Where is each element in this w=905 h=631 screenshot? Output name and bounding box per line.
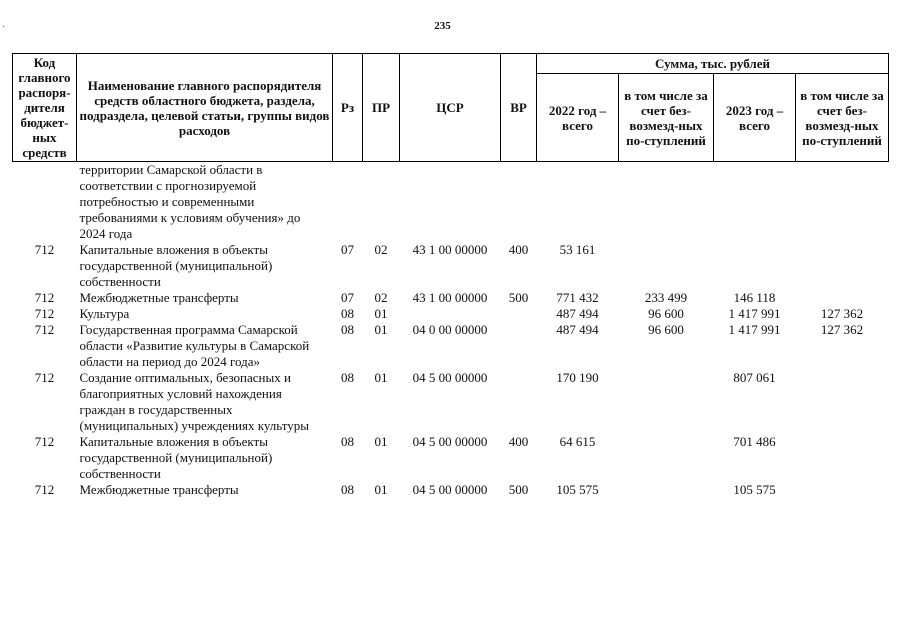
- header-name: Наименование главного распорядителя средств областного бюджета, раздела, подраздела, целевой статьи, группы видов расходов: [77, 54, 333, 162]
- budget-table: [12, 53, 889, 498]
- cell-name: Капитальные вложения в объекты государственной (муниципальной) собственности: [79, 242, 273, 289]
- cell-name: Создание оптимальных, безопасных и благоприятных условий нахождения граждан в государственных (муниципальных) учреждениях культуры: [79, 370, 309, 433]
- cell-2023-gratuitous: [796, 242, 889, 290]
- cell-rz: 07: [341, 290, 354, 305]
- cell-2023-gratuitous: [796, 370, 889, 434]
- cell-rz: 08: [341, 434, 354, 449]
- table-row: [13, 290, 889, 306]
- scan-mark: ·: [2, 22, 6, 33]
- cell-vr: [501, 322, 537, 370]
- cell-vr: 500: [508, 290, 529, 305]
- cell-2022-total: 64 615: [559, 434, 596, 449]
- cell-pr: 01: [374, 370, 388, 385]
- cell-2022-gratuitous: [619, 242, 714, 290]
- cell-2023-total: 807 061: [733, 370, 776, 385]
- cell-name: Государственная программа Самарской области «Развитие культуры в Самарской области на период до 2024 года»: [79, 322, 310, 369]
- cell-2023-gratuitous: [796, 434, 889, 482]
- cell-2022-gratuitous: 96 600: [648, 306, 684, 321]
- cell-csr: 04 5 00 00000: [412, 482, 488, 497]
- cell-2022-gratuitous: 233 499: [644, 290, 688, 305]
- header-pr: ПР: [363, 54, 400, 162]
- table-row: [13, 370, 889, 434]
- cell-csr: 04 5 00 00000: [412, 434, 488, 449]
- cell-pr: 01: [374, 434, 388, 449]
- cell-2023-total: 701 486: [733, 434, 776, 449]
- cell-2023-total: 146 118: [733, 290, 776, 305]
- header-rz: Рз: [333, 54, 363, 162]
- cell-2022-total: 487 494: [556, 322, 599, 337]
- cell-csr: 43 1 00 00000: [412, 290, 488, 305]
- header-2023-gratuitous: в том числе за счет без-возмезд-ных по-ступлений: [796, 74, 889, 162]
- table-row: [13, 482, 889, 498]
- cell-csr: 04 0 00 00000: [412, 322, 488, 337]
- table-row: [13, 162, 889, 243]
- header-2022-total: 2022 год – всего: [537, 74, 619, 162]
- cell-name: Культура: [79, 306, 130, 321]
- cell-2022-total: 53 161: [559, 242, 596, 257]
- cell-2022-total: 170 190: [556, 370, 599, 385]
- cell-pr: 01: [374, 306, 388, 321]
- cell-2023-total: 1 417 991: [728, 322, 781, 337]
- cell-csr: [400, 162, 501, 243]
- cell-vr: [501, 162, 537, 243]
- cell-2022-gratuitous: [619, 482, 714, 498]
- cell-pr: 02: [374, 290, 388, 305]
- cell-code: 712: [34, 306, 55, 321]
- cell-code: 712: [34, 370, 55, 385]
- cell-csr: 04 5 00 00000: [412, 370, 488, 385]
- cell-2022-total: [537, 162, 619, 243]
- header-vr: ВР: [501, 54, 537, 162]
- table-body: [13, 162, 889, 499]
- cell-2022-gratuitous: [619, 434, 714, 482]
- cell-2023-total: [714, 242, 796, 290]
- header-code: Код главного распоря-дителя бюджет-ных средств: [13, 54, 77, 162]
- cell-name: Межбюджетные трансферты: [79, 290, 239, 305]
- cell-pr: 01: [374, 322, 388, 337]
- cell-2023-gratuitous: [796, 162, 889, 243]
- cell-vr: 500: [508, 482, 529, 497]
- cell-2023-gratuitous: [796, 290, 889, 306]
- cell-2023-gratuitous: [796, 482, 889, 498]
- header-csr: ЦСР: [400, 54, 501, 162]
- table-row: [13, 242, 889, 290]
- cell-name: Межбюджетные трансферты: [79, 482, 239, 497]
- table-row: [13, 322, 889, 370]
- table-row: [13, 306, 889, 322]
- cell-2023-total: [714, 162, 796, 243]
- cell-rz: [333, 162, 363, 243]
- page-number: 235: [434, 20, 451, 32]
- cell-csr: [400, 306, 501, 322]
- cell-vr: 400: [508, 242, 529, 257]
- cell-2022-total: 771 432: [556, 290, 599, 305]
- cell-pr: 02: [374, 242, 388, 257]
- cell-rz: 08: [341, 306, 354, 321]
- cell-vr: [501, 370, 537, 434]
- cell-vr: [501, 306, 537, 322]
- cell-vr: 400: [508, 434, 529, 449]
- cell-csr: 43 1 00 00000: [412, 242, 488, 257]
- cell-2023-total: 1 417 991: [728, 306, 781, 321]
- cell-2022-total: 105 575: [556, 482, 599, 497]
- cell-2023-total: 105 575: [733, 482, 776, 497]
- cell-name: Капитальные вложения в объекты государственной (муниципальной) собственности: [79, 434, 273, 481]
- table-row: [13, 434, 889, 482]
- cell-code: 712: [34, 290, 55, 305]
- cell-code: [13, 162, 77, 243]
- table-header: [13, 54, 889, 162]
- cell-code: 712: [34, 322, 55, 337]
- cell-code: 712: [34, 242, 55, 257]
- cell-2022-total: 487 494: [556, 306, 599, 321]
- header-2023-total: 2023 год – всего: [714, 74, 796, 162]
- cell-code: 712: [34, 482, 55, 497]
- cell-2022-gratuitous: [619, 370, 714, 434]
- cell-pr: 01: [374, 482, 388, 497]
- cell-2023-gratuitous: 127 362: [820, 322, 864, 337]
- cell-rz: 07: [341, 242, 354, 257]
- cell-rz: 08: [341, 482, 354, 497]
- cell-2022-gratuitous: [619, 162, 714, 243]
- header-2022-gratuitous: в том числе за счет без-возмезд-ных по-ступлений: [619, 74, 714, 162]
- cell-rz: 08: [341, 322, 354, 337]
- cell-pr: [363, 162, 400, 243]
- cell-name: территории Самарской области в соответствии с прогнозируемой потребностью и современными требованиями к условиям обучения» до 2024 года: [79, 162, 301, 241]
- header-sum-group: Сумма, тыс. рублей: [537, 54, 889, 74]
- cell-2022-gratuitous: 96 600: [648, 322, 684, 337]
- cell-2023-gratuitous: 127 362: [820, 306, 864, 321]
- cell-rz: 08: [341, 370, 354, 385]
- cell-code: 712: [34, 434, 55, 449]
